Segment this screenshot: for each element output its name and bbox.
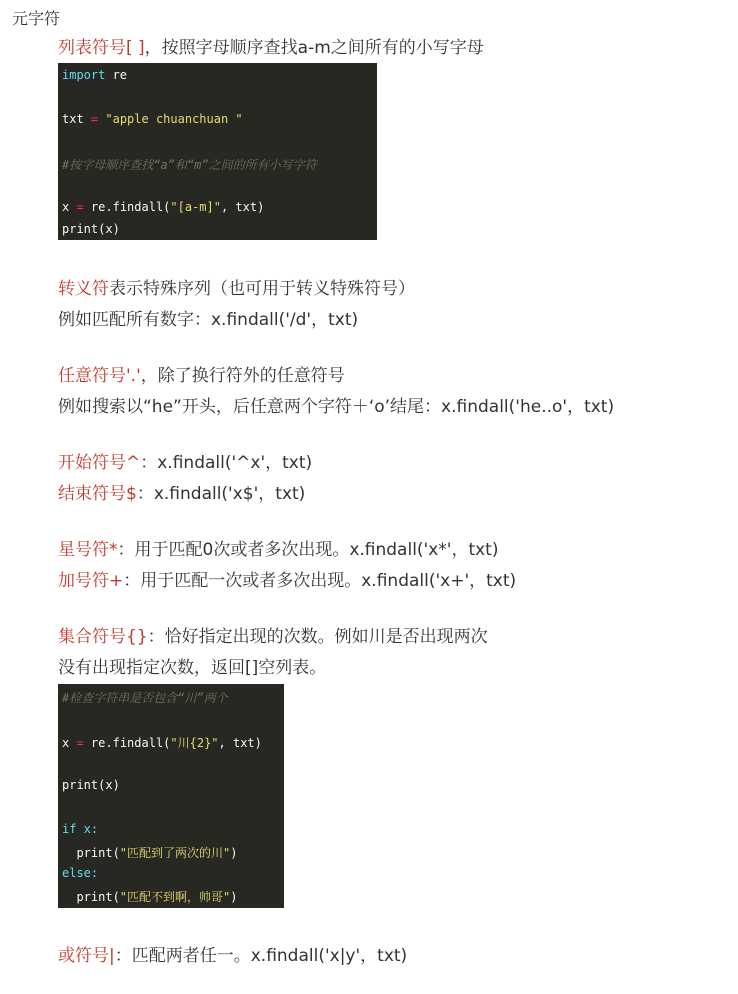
star-desc: ：用于匹配0次或者多次出现。x.findall('x*'，txt)	[117, 540, 499, 560]
code-var: x	[62, 200, 70, 214]
braces-line	[58, 626, 488, 648]
end-line	[58, 483, 305, 505]
plus-desc: ：用于匹配一次或者多次出现。x.findall('x+'，txt)	[123, 571, 517, 591]
code-if: if x:	[62, 822, 99, 836]
code-var: x	[62, 736, 70, 750]
code-print: print(x)	[62, 778, 120, 792]
code-block-braces	[58, 684, 284, 908]
star-term: 星号符*	[58, 540, 118, 560]
list-symbol-line	[58, 37, 484, 59]
code-comment: #检查字符串是否包含“川”两个	[62, 691, 228, 705]
code-op: =	[69, 200, 91, 214]
code-op: =	[83, 112, 106, 126]
end-term: 结束符号$	[58, 484, 137, 504]
code-call: print(	[62, 890, 120, 904]
code-string: "匹配到了两次的川"	[119, 846, 231, 860]
code-block-list	[58, 63, 377, 240]
escape-desc: 表示特殊序列（也可用于转义特殊符号）	[109, 279, 415, 299]
code-call: re.findall(	[90, 200, 171, 214]
code-string: "川{2}"	[170, 736, 219, 750]
plus-term: 加号符+	[58, 571, 124, 591]
code-var: txt	[62, 112, 84, 126]
code-text: re	[105, 68, 128, 82]
star-line	[58, 539, 498, 561]
code-print: print(x)	[62, 222, 120, 236]
or-term: 或符号|	[58, 946, 115, 966]
list-symbol-term: 列表符号[ ]	[58, 38, 145, 58]
code-call: re.findall(	[90, 736, 171, 750]
code-text: )	[230, 846, 238, 860]
any-desc: ，除了换行符外的任意符号	[140, 366, 345, 386]
code-comment: #按字母顺序查找“a”和“m”之间的所有小写字符	[62, 158, 317, 172]
start-desc: ：x.findall('^x'，txt)	[140, 453, 313, 473]
list-symbol-desc: ，按照字母顺序查找a-m之间所有的小写字母	[144, 38, 484, 58]
any-term: 任意符号'.'	[58, 366, 141, 386]
plus-line	[58, 570, 516, 592]
code-call: print(	[62, 846, 120, 860]
code-string: "匹配不到啊，帅哥"	[119, 890, 231, 904]
any-example: 例如搜索以“he”开头，后任意两个字符＋‘o’结尾：x.findall('he..o'，txt)	[58, 397, 615, 417]
escape-example: 例如匹配所有数字：x.findall('/d'，txt)	[58, 310, 359, 330]
code-text: )	[230, 890, 238, 904]
code-text: , txt)	[220, 200, 265, 214]
code-string: "apple chuanchuan "	[105, 112, 243, 126]
or-line	[58, 945, 407, 967]
start-line	[58, 452, 312, 474]
code-text: , txt)	[218, 736, 262, 750]
braces-term: 集合符号{}	[58, 627, 148, 647]
start-term: 开始符号^	[58, 453, 141, 473]
code-string: "[a-m]"	[170, 200, 221, 214]
end-desc: ：x.findall('x$'，txt)	[136, 484, 306, 504]
escape-line	[58, 278, 415, 300]
or-desc: ：匹配两者任一。x.findall('x|y'，txt)	[114, 946, 408, 966]
any-line	[58, 365, 345, 387]
escape-term: 转义符	[58, 279, 109, 299]
braces-note: 没有出现指定次数，返回[]空列表。	[58, 658, 327, 678]
code-op: =	[69, 736, 91, 750]
code-keyword: import	[62, 68, 106, 82]
page-heading: 元字符	[12, 9, 61, 28]
code-else: else:	[62, 866, 99, 880]
braces-desc: ：恰好指定出现的次数。例如川是否出现两次	[147, 627, 488, 647]
